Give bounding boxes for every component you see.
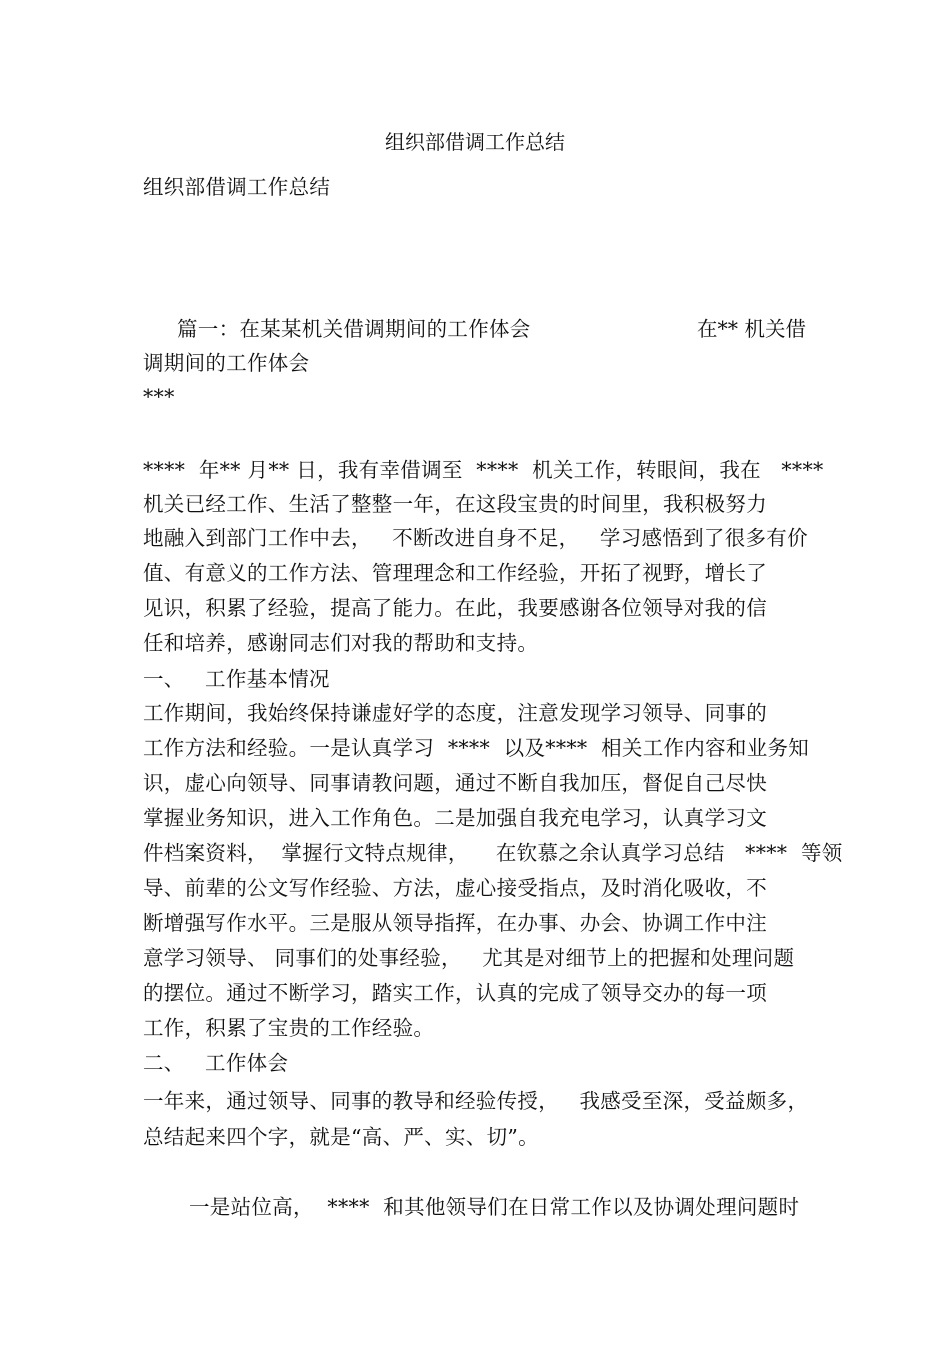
section-heading: 篇一：在某某机关借调期间的工作体会 (177, 317, 531, 341)
body-line: 识，虚心向领导、同事请教问题，通过不断自我加压，督促自己尽快 (143, 771, 767, 795)
body-line: 工作，积累了宝贵的工作经验。 (143, 1016, 435, 1040)
document-subtitle: 组织部借调工作总结 (143, 175, 331, 199)
document-title: 组织部借调工作总结 (385, 130, 565, 154)
body-line: 总结起来四个字，就是“高、严、实、切”。 (143, 1125, 539, 1149)
section-heading-continued: 调期间的工作体会 (143, 351, 310, 375)
author-line: *** (143, 385, 175, 409)
section-heading-1: 一、 工作基本情况 (143, 667, 330, 691)
body-line: 值、有意义的工作方法、管理理念和工作经验，开拓了视野，增长了 (143, 561, 767, 585)
body-line: **** 年** 月** 日，我有幸借调至 **** 机关工作，转眼间，我在 **** (143, 458, 824, 482)
body-line: 机关已经工作、生活了整整一年，在这段宝贵的时间里，我积极努力 (143, 492, 767, 516)
body-line: 的摆位。通过不断学习，踏实工作，认真的完成了领导交办的每一项 (143, 981, 767, 1005)
section-heading-right: 在** 机关借 (697, 317, 807, 341)
body-line: 件档案资料， 掌握行文特点规律， 在钦慕之余认真学习总结 **** 等领 (143, 841, 843, 865)
section-heading-2: 二、 工作体会 (143, 1051, 289, 1075)
body-line: 掌握业务知识，进入工作角色。二是加强自我充电学习，认真学习文 (143, 806, 767, 830)
body-line: 导、前辈的公文写作经验、方法，虚心接受指点，及时消化吸收，不 (143, 876, 767, 900)
body-line: 任和培养，感谢同志们对我的帮助和支持。 (143, 631, 539, 655)
body-line: 断增强写作水平。三是服从领导指挥，在办事、办会、协调工作中注 (143, 911, 767, 935)
body-line: 一年来，通过领导、同事的教导和经验传授， 我感受至深，受益颇多， (143, 1089, 809, 1113)
body-line-indented: 一是站位高， **** 和其他领导们在日常工作以及协调处理问题时 (189, 1195, 800, 1219)
body-line: 工作方法和经验。一是认真学习 **** 以及**** 相关工作内容和业务知 (143, 736, 810, 760)
body-line: 见识，积累了经验，提高了能力。在此，我要感谢各位领导对我的信 (143, 596, 767, 620)
body-line: 地融入到部门工作中去， 不断改进自身不足， 学习感悟到了很多有价 (143, 526, 808, 550)
body-line: 工作期间，我始终保持谦虚好学的态度，注意发现学习领导、同事的 (143, 701, 767, 725)
body-line: 意学习领导、 同事们的处事经验， 尤其是对细节上的把握和处理问题 (143, 946, 795, 970)
